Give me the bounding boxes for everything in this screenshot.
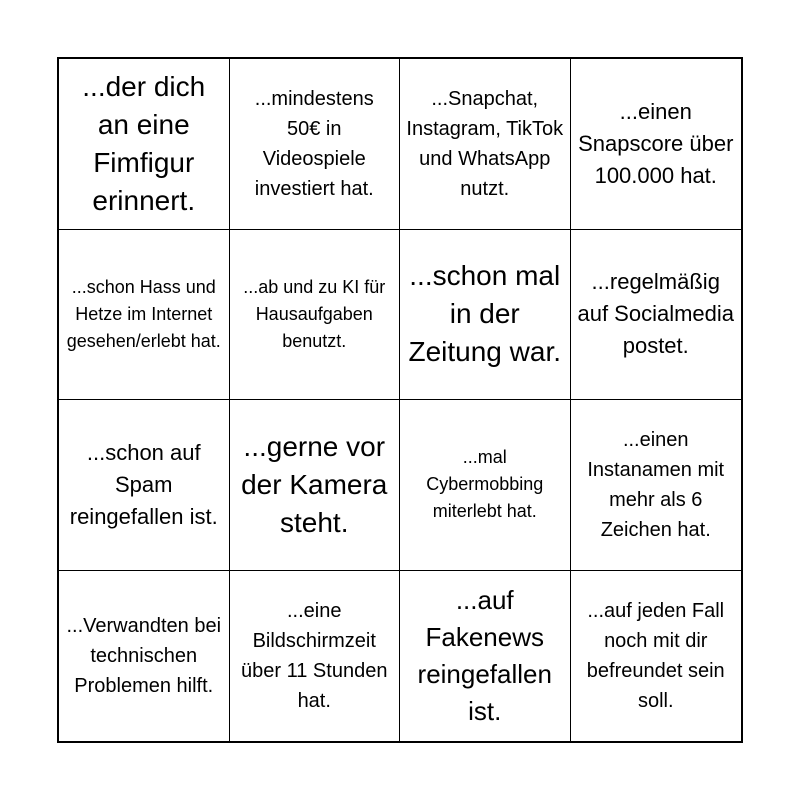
- bingo-cell-text: ...ab und zu KI für Hausaufgaben benutzt.: [243, 276, 386, 351]
- bingo-cell-text: ...der dich an eine Fimfigur erinnert.: [82, 70, 206, 216]
- bingo-cell-text: ...einen Instanamen mit mehr als 6 Zeichen hat.: [587, 428, 725, 541]
- bingo-cell[interactable]: [571, 59, 742, 230]
- bingo-cell[interactable]: [59, 230, 230, 401]
- bingo-cell-text: ...mindestens 50€ in Videospiele investiert hat.: [254, 87, 374, 200]
- bingo-cell[interactable]: [400, 571, 571, 742]
- bingo-cell[interactable]: [230, 59, 401, 230]
- bingo-cell[interactable]: [400, 230, 571, 401]
- bingo-cell[interactable]: [59, 400, 230, 571]
- bingo-cell-text: ...auf jeden Fall noch mit dir befreundet sein soll.: [586, 599, 725, 712]
- bingo-cell-text: ...mal Cybermobbing miterlebt hat.: [426, 447, 544, 522]
- bingo-cell[interactable]: [230, 230, 401, 401]
- bingo-cell-text: ...gerne vor der Kamera steht.: [241, 430, 388, 538]
- bingo-cell-text: ...schon Hass und Hetze im Internet gesehen/erlebt hat.: [66, 276, 221, 351]
- bingo-cell-text: ...schon auf Spam reingefallen ist.: [69, 439, 218, 529]
- bingo-cell-text: ...eine Bildschirmzeit über 11 Stunden hat.: [241, 599, 388, 712]
- bingo-cell[interactable]: [571, 400, 742, 571]
- bingo-cell[interactable]: [59, 59, 230, 230]
- bingo-board: [57, 57, 743, 743]
- bingo-cell-text: ...einen Snapscore über 100.000 hat.: [578, 98, 734, 188]
- bingo-cell[interactable]: [230, 571, 401, 742]
- bingo-cell-text: ...Verwandten bei technischen Problemen hilft.: [66, 614, 222, 697]
- bingo-cell-text: ...auf Fakenews reingefallen ist.: [417, 584, 552, 726]
- bingo-cell[interactable]: [571, 230, 742, 401]
- bingo-cell-text: ...Snapchat, Instagram, TikTok und WhatsApp nutzt.: [406, 87, 564, 200]
- bingo-cell[interactable]: [230, 400, 401, 571]
- bingo-cell[interactable]: [400, 59, 571, 230]
- bingo-cell-text: ...regelmäßig auf Socialmedia postet.: [577, 269, 735, 359]
- bingo-cell-text: ...schon mal in der Zeitung war.: [408, 260, 562, 368]
- bingo-cell[interactable]: [59, 571, 230, 742]
- bingo-cell[interactable]: [571, 571, 742, 742]
- bingo-cell[interactable]: [400, 400, 571, 571]
